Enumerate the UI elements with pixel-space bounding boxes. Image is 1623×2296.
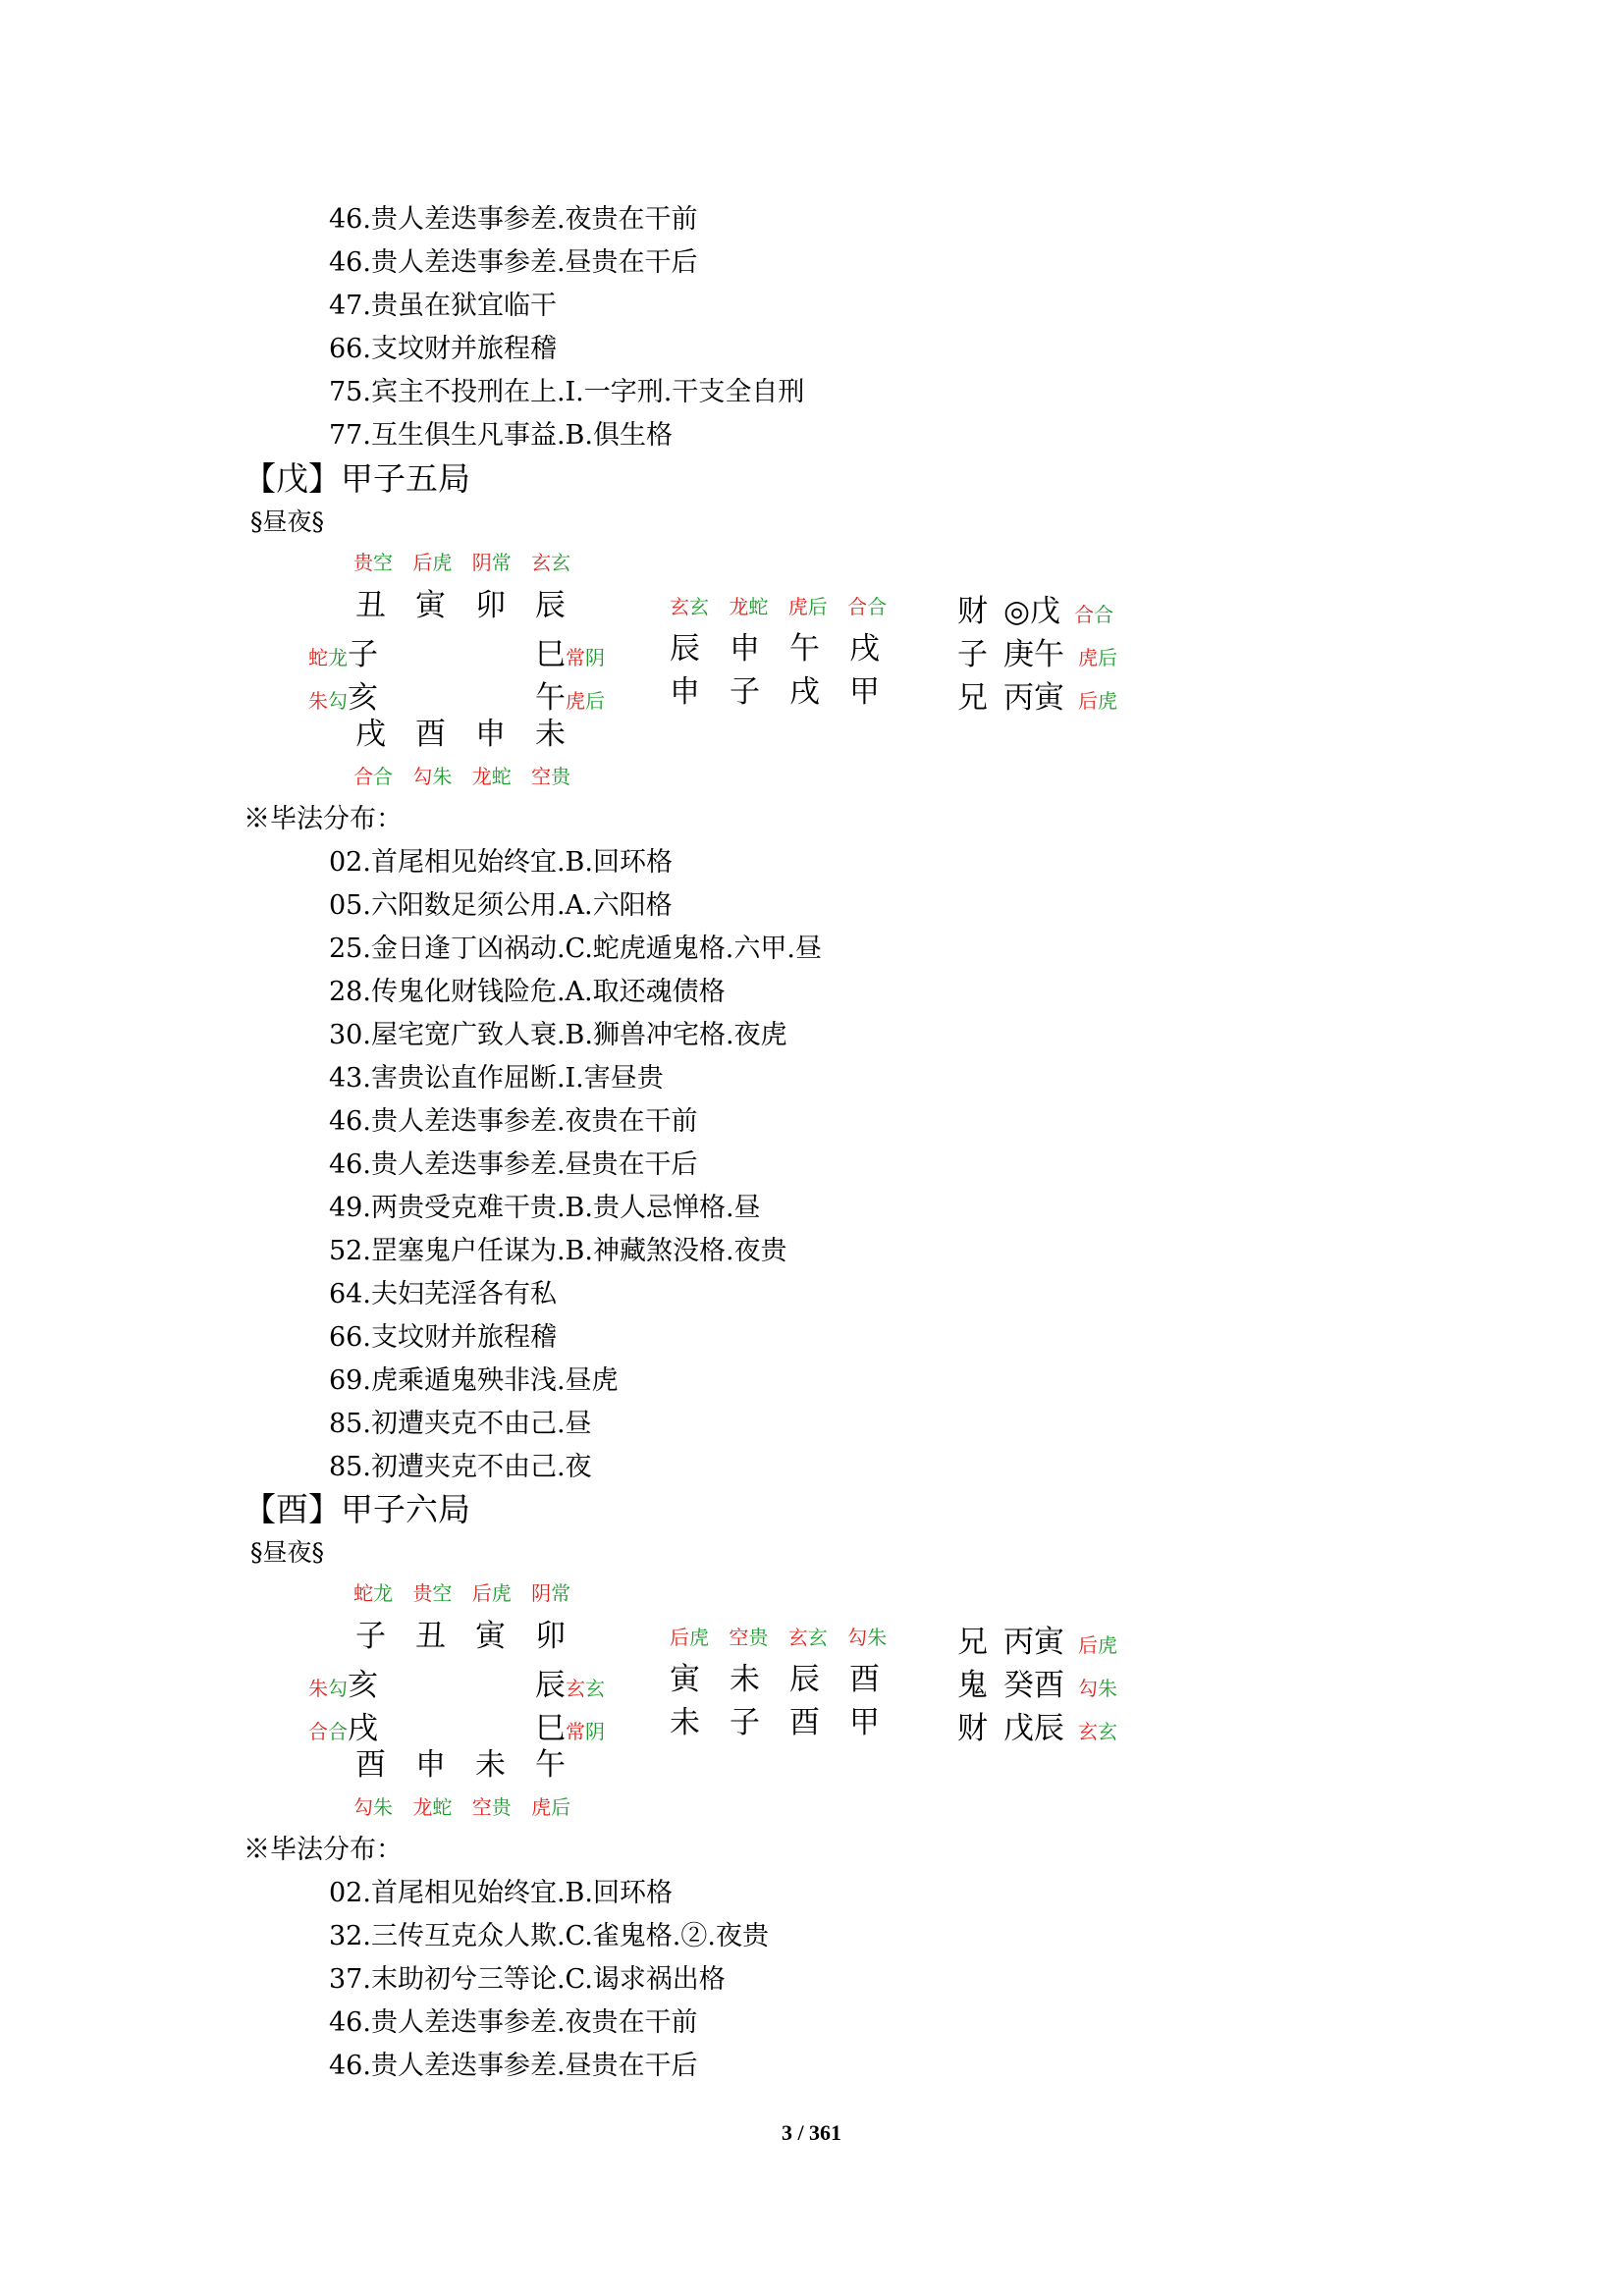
bifa-item: 25.金日逢丁凶祸动.C.蛇虎遁鬼格.六甲.昼 [329, 934, 822, 964]
chuan-row: 财 ◎戊 合合 [957, 594, 1114, 629]
ke-gods-row: 玄玄 龙蛇 虎后 合合 [670, 595, 888, 618]
right-branch: 巳常阴 [535, 1711, 605, 1746]
bifa-item: 49.两贵受克难干贵.B.贵人忌惮格.昼 [329, 1193, 761, 1223]
god-pair: 贵空 [353, 551, 393, 574]
branch-row-top: 丑 寅 卯 辰 [355, 588, 566, 623]
bifa-item: 46.贵人差迭事参差.夜贵在干前 [329, 2007, 698, 2038]
top-gods-row [353, 548, 570, 577]
bifa-item: 46.贵人差迭事参差.昼贵在干后 [329, 1149, 698, 1180]
chuan-row: 兄 丙寅 后虎 [957, 680, 1117, 716]
bifa-item: 37.末助初兮三等论.C.谒求祸出格 [329, 1964, 726, 1995]
branch-row-bottom: 酉 申 未 午 [355, 1747, 566, 1783]
bifa-item: 64.夫妇芜淫各有私 [329, 1279, 557, 1309]
bottom-gods-row: 勾朱 龙蛇 空贵 虎后 [353, 1795, 571, 1819]
section-subheading: §昼夜§ [250, 1538, 325, 1567]
chuan-row: 财 戊辰 玄玄 [957, 1711, 1117, 1746]
branch-row-top: 子 丑 寅 卯 [355, 1619, 566, 1654]
chuan-row: 兄 丙寅 后虎 [957, 1625, 1117, 1660]
right-branch: 辰玄玄 [535, 1668, 605, 1703]
bifa-item: 46.贵人差迭事参差.昼贵在干后 [329, 2051, 698, 2081]
bifa-item: 47.贵虽在狱宜临干 [329, 291, 557, 321]
bifa-item: 52.罡塞鬼户任谋为.B.神藏煞没格.夜贵 [329, 1236, 787, 1266]
god-pair: 合合 [353, 765, 393, 788]
bifa-item: 85.初遭夹克不由己.昼 [329, 1409, 592, 1439]
bifa-item: 02.首尾相见始终宜.B.回环格 [329, 1878, 673, 1908]
ke-lower-row: 申 子 戌 甲 [670, 674, 880, 710]
section-heading: 【戊】甲子五局 [243, 459, 470, 498]
ke-gods-row: 后虎 空贵 玄玄 勾朱 [670, 1626, 888, 1649]
ke-lower-row: 未 子 酉 甲 [670, 1705, 880, 1740]
left-branch: 蛇龙子 [308, 637, 378, 672]
bifa-item: 05.六阳数足须公用.A.六阳格 [329, 890, 673, 921]
bifa-item: 85.初遭夹克不由己.夜 [329, 1452, 592, 1482]
bifa-item: 69.虎乘遁鬼殃非浅.昼虎 [329, 1365, 619, 1396]
bifa-item: 46.贵人差迭事参差.夜贵在干前 [329, 1106, 698, 1137]
bottom-gods-row [353, 762, 570, 791]
bifa-item: 46.贵人差迭事参差.夜贵在干前 [329, 204, 698, 235]
bifa-item: 32.三传互克众人欺.C.雀鬼格.②.夜贵 [329, 1921, 769, 1951]
god-pair: 勾朱 [412, 765, 453, 788]
bifa-item: 66.支坟财并旅程稽 [329, 1322, 557, 1353]
top-gods-row: 蛇龙 贵空 后虎 阴常 [353, 1581, 571, 1605]
bifa-note: ※毕法分布： [243, 1835, 403, 1865]
left-branch: 朱勾亥 [308, 1668, 378, 1703]
bifa-item: 43.害贵讼直作屈断.Ⅰ.害昼贵 [329, 1063, 664, 1094]
ke-upper-row: 辰 申 午 戌 [670, 631, 880, 667]
god-pair: 玄玄 [531, 551, 571, 574]
chuan-row: 子 庚午 虎后 [957, 637, 1117, 672]
bifa-item: 75.宾主不投刑在上.Ⅰ.一字刑.干支全自刑 [329, 377, 805, 407]
bifa-item: 66.支坟财并旅程稽 [329, 334, 557, 364]
section-subheading: §昼夜§ [250, 507, 325, 536]
section-heading: 【酉】甲子六局 [243, 1490, 470, 1528]
bifa-item: 46.贵人差迭事参差.昼贵在干后 [329, 247, 698, 278]
bifa-note: ※毕法分布： [243, 804, 403, 834]
ke-upper-row: 寅 未 辰 酉 [670, 1662, 880, 1697]
left-branch: 合合戌 [308, 1711, 378, 1746]
branch-row-bottom: 戌 酉 申 未 [355, 717, 566, 752]
bifa-item: 30.屋宅宽广致人衰.B.狮兽冲宅格.夜虎 [329, 1020, 787, 1050]
page-number: 3 / 361 [781, 2120, 842, 2145]
god-pair: 后虎 [412, 551, 453, 574]
chuan-row: 鬼 癸酉 勾朱 [957, 1668, 1117, 1703]
bifa-item: 02.首尾相见始终宜.B.回环格 [329, 847, 673, 878]
god-pair: 龙蛇 [471, 765, 512, 788]
bifa-item: 77.互生俱生凡事益.B.俱生格 [329, 420, 673, 451]
right-branch: 午虎后 [535, 680, 605, 716]
right-branch: 巳常阴 [535, 637, 605, 672]
left-branch: 朱勾亥 [308, 680, 378, 716]
bifa-item: 28.传鬼化财钱险危.A.取还魂债格 [329, 977, 726, 1007]
god-pair: 空贵 [531, 765, 571, 788]
god-pair: 阴常 [471, 551, 512, 574]
